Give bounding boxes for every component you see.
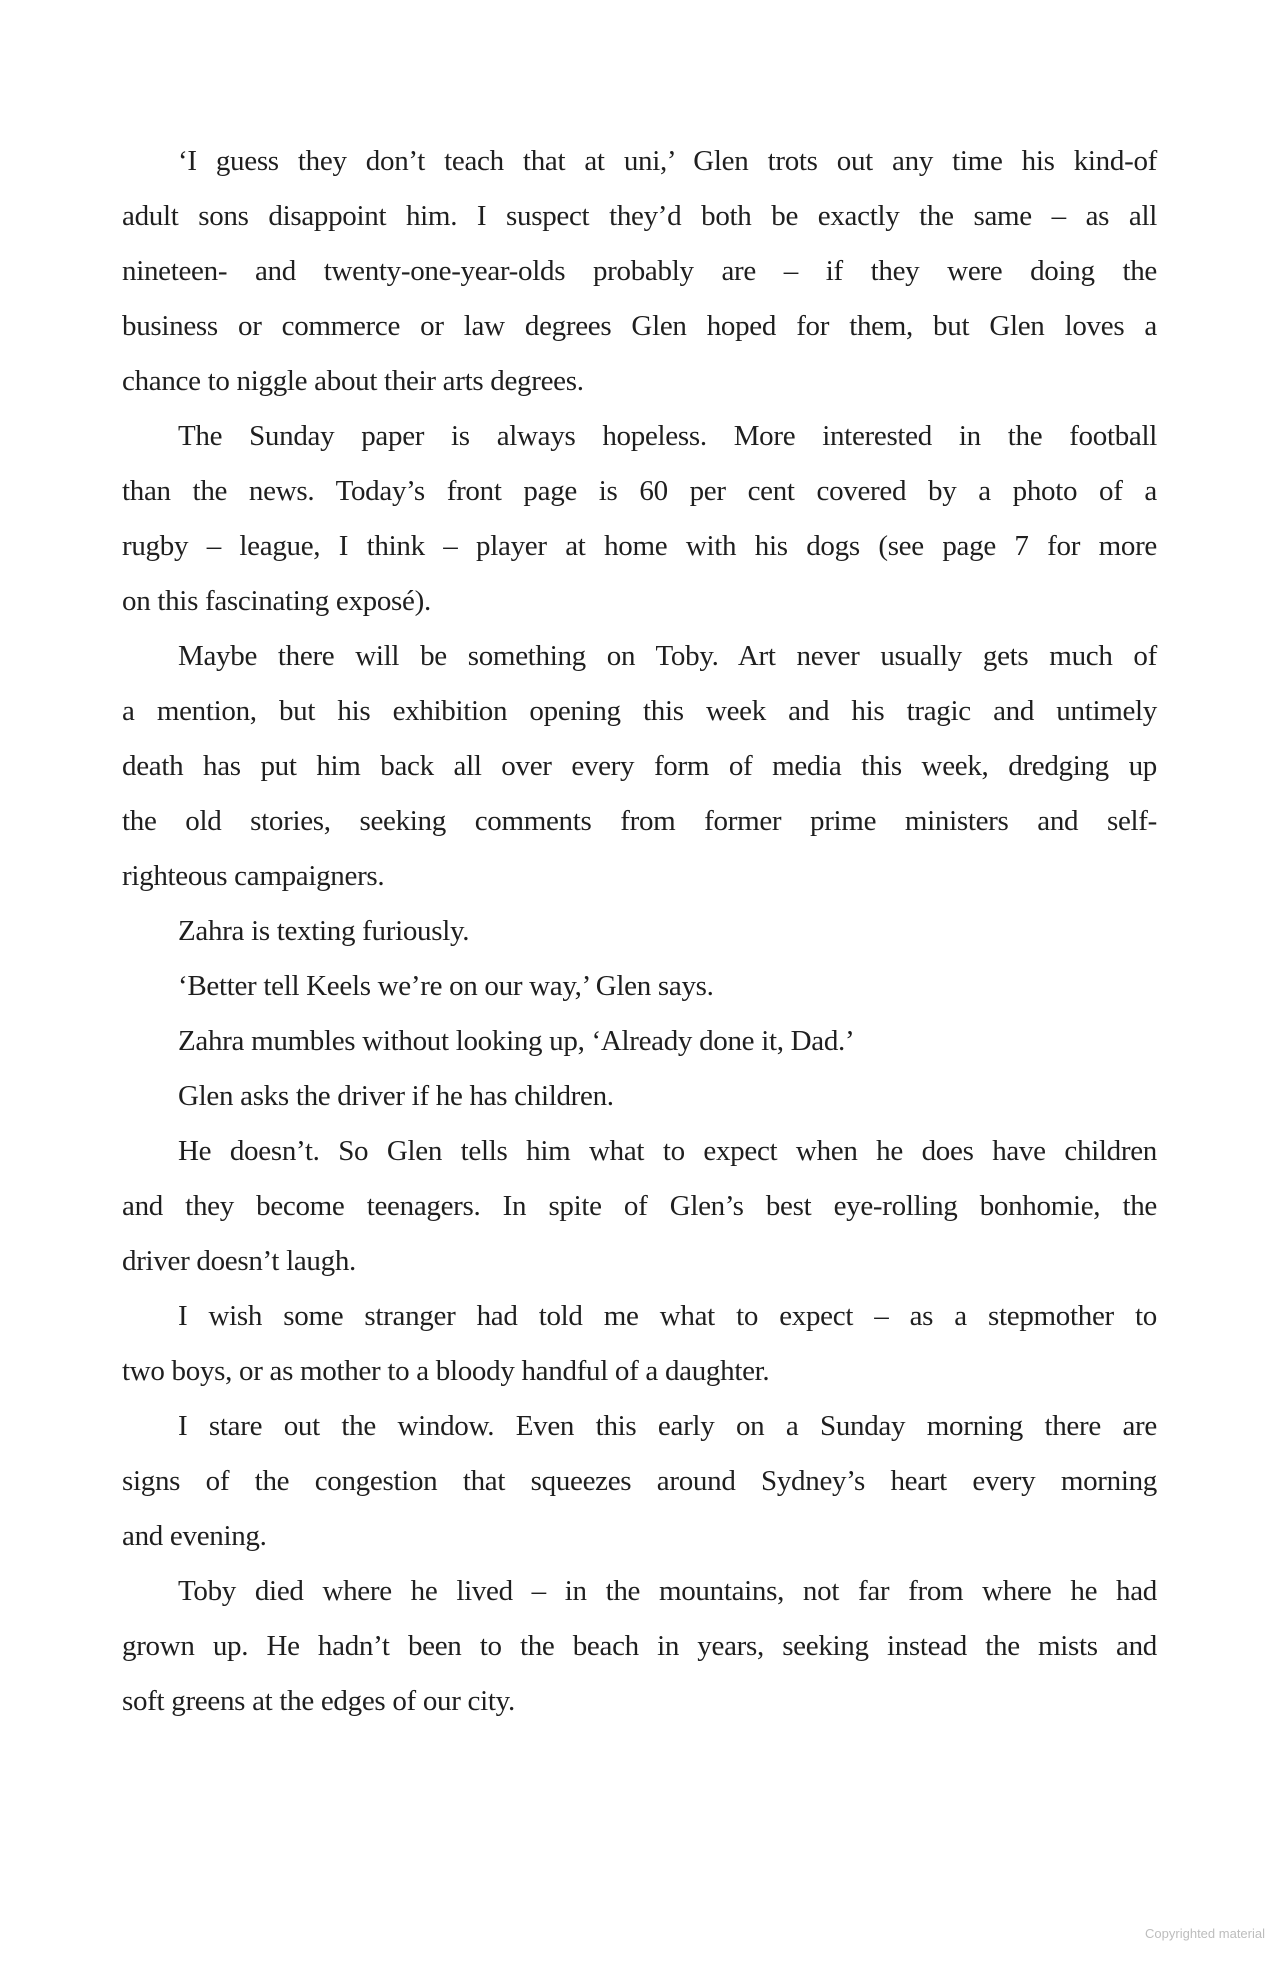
- paragraph: [122, 1399, 1157, 1564]
- text-line: righteous campaigners.: [122, 860, 385, 892]
- text-line: Zahra is texting furiously.: [178, 915, 470, 947]
- text-line: and they become teenagers. In spite of Glen’s best eye-rolling bonhomie, the: [122, 1190, 1157, 1222]
- paragraph: [122, 1564, 1157, 1729]
- text-line: the old stories, seeking comments from former prime ministers and self-: [122, 805, 1157, 837]
- text-line: chance to niggle about their arts degrees.: [122, 365, 584, 397]
- paragraph: [122, 409, 1157, 629]
- paragraph: [122, 1124, 1157, 1289]
- text-line: than the news. Today’s front page is 60 per cent covered by a photo of a: [122, 475, 1157, 507]
- text-line: The Sunday paper is always hopeless. More interested in the football: [178, 420, 1157, 452]
- paragraph: [122, 1069, 1157, 1124]
- text-line: on this fascinating exposé).: [122, 585, 431, 617]
- text-line: two boys, or as mother to a bloody handful of a daughter.: [122, 1355, 770, 1387]
- text-line: ‘Better tell Keels we’re on our way,’ Glen says.: [178, 970, 714, 1002]
- book-page-text: [122, 134, 1157, 1729]
- text-line: I stare out the window. Even this early on a Sunday morning there are: [178, 1410, 1157, 1442]
- copyright-watermark: Copyrighted material: [1145, 1926, 1265, 1941]
- text-line: Toby died where he lived – in the mountains, not far from where he had: [178, 1575, 1157, 1607]
- text-line: and evening.: [122, 1520, 267, 1552]
- paragraph: [122, 134, 1157, 409]
- text-line: soft greens at the edges of our city.: [122, 1685, 515, 1717]
- text-line: ‘I guess they don’t teach that at uni,’ Glen trots out any time his kind-of: [178, 145, 1157, 177]
- text-line: Zahra mumbles without looking up, ‘Already done it, Dad.’: [178, 1025, 855, 1057]
- text-line: signs of the congestion that squeezes around Sydney’s heart every morning: [122, 1465, 1157, 1497]
- paragraph: [122, 629, 1157, 904]
- paragraph: [122, 1289, 1157, 1399]
- paragraph: [122, 904, 1157, 959]
- text-line: Glen asks the driver if he has children.: [178, 1080, 614, 1112]
- text-line: adult sons disappoint him. I suspect they’d both be exactly the same – as all: [122, 200, 1157, 232]
- text-line: Maybe there will be something on Toby. Art never usually gets much of: [178, 640, 1157, 672]
- text-line: death has put him back all over every form of media this week, dredging up: [122, 750, 1157, 782]
- text-line: a mention, but his exhibition opening this week and his tragic and untimely: [122, 695, 1157, 727]
- text-line: rugby – league, I think – player at home with his dogs (see page 7 for more: [122, 530, 1157, 562]
- text-line: business or commerce or law degrees Glen hoped for them, but Glen loves a: [122, 310, 1157, 342]
- text-line: nineteen- and twenty-one-year-olds probably are – if they were doing the: [122, 255, 1157, 287]
- text-line: grown up. He hadn’t been to the beach in years, seeking instead the mists and: [122, 1630, 1157, 1662]
- text-line: He doesn’t. So Glen tells him what to expect when he does have children: [178, 1135, 1157, 1167]
- paragraph: [122, 1014, 1157, 1069]
- paragraph: [122, 959, 1157, 1014]
- text-line: I wish some stranger had told me what to expect – as a stepmother to: [178, 1300, 1157, 1332]
- text-line: driver doesn’t laugh.: [122, 1245, 356, 1277]
